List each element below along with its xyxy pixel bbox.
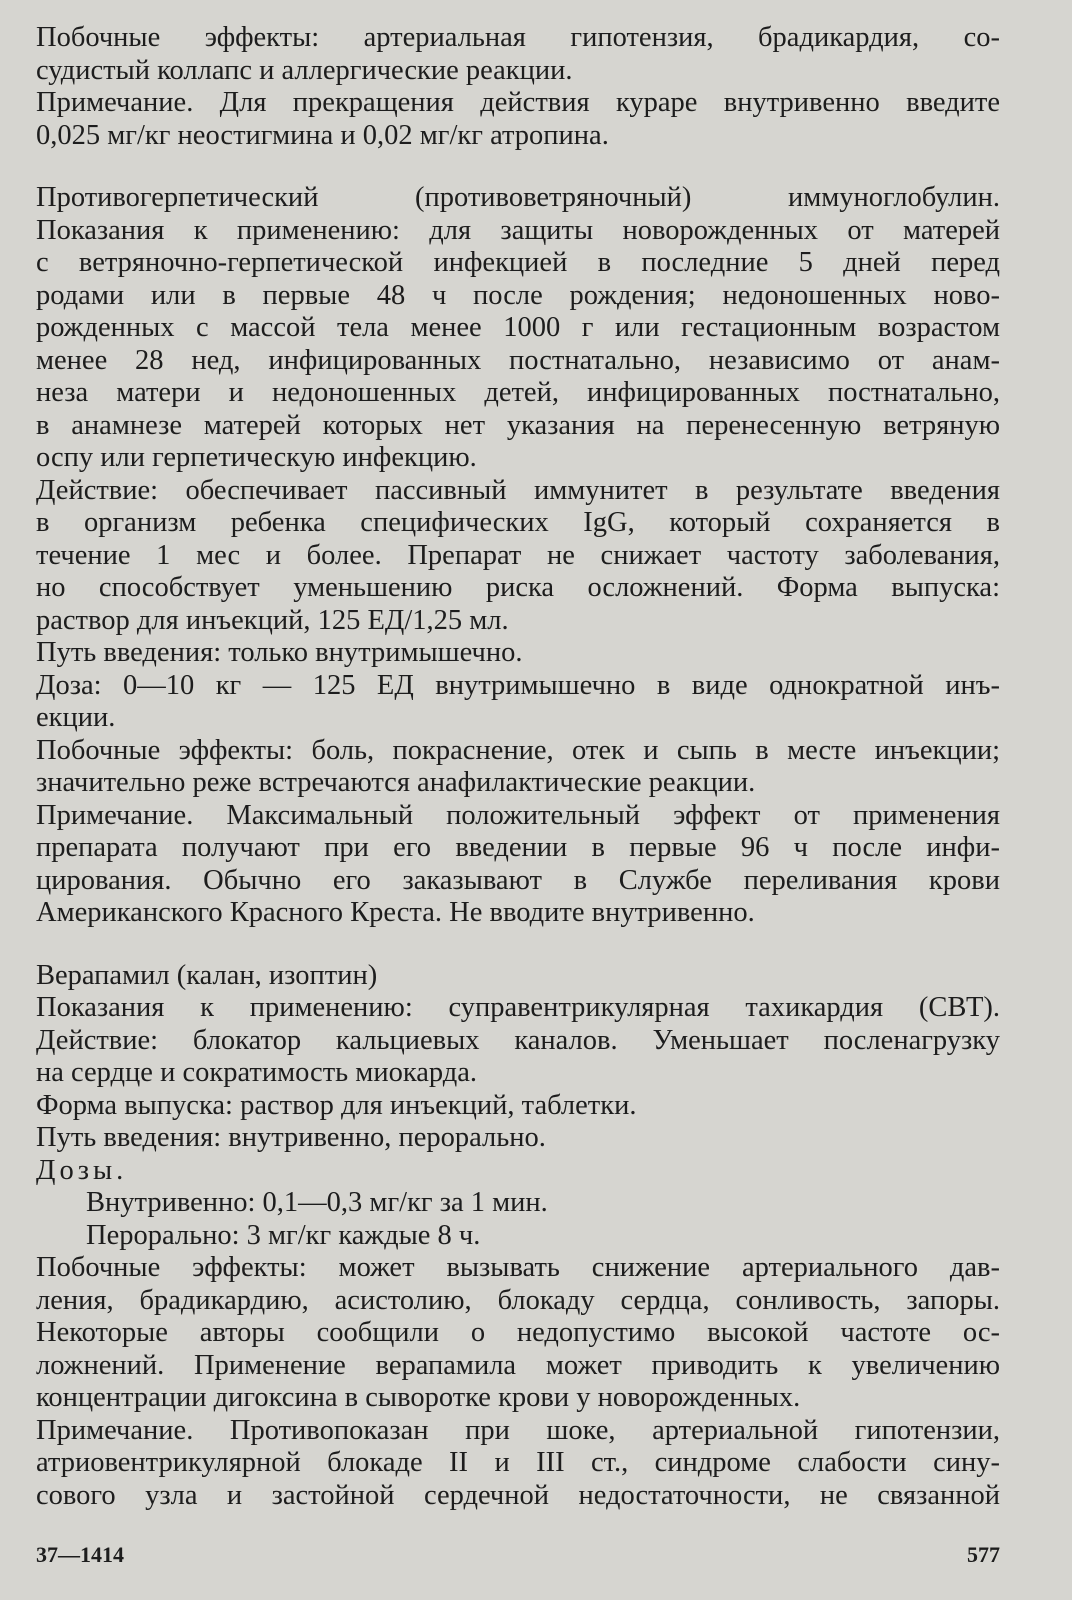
doses-heading: Дозы. bbox=[36, 1154, 128, 1186]
section-heading: Верапамил (калан, изоптин) bbox=[36, 959, 378, 991]
text-line: Примечание. Противопоказан при шоке, артериальной гипотензии, bbox=[36, 1414, 1000, 1446]
section-gap bbox=[36, 152, 1000, 182]
text-line: препарата получают при его введении в первые 96 ч после инфи- bbox=[36, 832, 1000, 863]
text-line: неза матери и недоношенных детей, инфицированных постнатально, bbox=[36, 377, 1000, 408]
text-line: с ветряночно-герпетической инфекцией в последние 5 дней перед bbox=[36, 247, 1000, 278]
text-line: но способствует уменьшению риска осложнений. Форма выпуска: bbox=[36, 572, 1000, 603]
text-line: в организм ребенка специфических IgG, который сохраняется в bbox=[36, 507, 1000, 538]
text-line: Действие: блокатор кальциевых каналов. Уменьшает посленагрузку bbox=[36, 1024, 1000, 1056]
page-number: 577 bbox=[967, 1542, 1000, 1567]
text-line: Примечание. Максимальный положительный эффект от применения bbox=[36, 799, 1000, 831]
text-line: концентрации дигоксина в сыворотке крови у новорожденных. bbox=[36, 1382, 801, 1413]
text-line: родами или в первые 48 ч после рождения; недоношенных ново- bbox=[36, 279, 1000, 311]
text-line: Побочные эффекты: артериальная гипотензия, брадикардия, со- bbox=[36, 22, 1000, 53]
text-line: раствор для инъекций, 125 ЕД/1,25 мл. bbox=[36, 604, 509, 636]
text-line: Действие: обеспечивает пассивный иммунитет в результате введения bbox=[36, 474, 1000, 506]
text-line: Форма выпуска: раствор для инъекций, таблетки. bbox=[36, 1089, 637, 1121]
text-line: Побочные эффекты: может вызывать снижение артериального дав- bbox=[36, 1252, 1000, 1283]
text-line: сового узла и застойной сердечной недостаточности, не связанной bbox=[36, 1479, 1000, 1511]
text-line: Показания к применению: суправентрикулярная тахикардия (СВТ). bbox=[36, 992, 1000, 1023]
text-line: Путь введения: только внутримышечно. bbox=[36, 637, 523, 668]
text-line: значительно реже встречаются анафилактические реакции. bbox=[36, 767, 756, 798]
text-line: оспу или герпетическую инфекцию. bbox=[36, 442, 477, 473]
text-line: на сердце и сократимость миокарда. bbox=[36, 1057, 478, 1088]
text-line: Побочные эффекты: боль, покраснение, отек и сыпь в месте инъекции; bbox=[36, 734, 1000, 766]
text-line: Путь введения: внутривенно, перорально. bbox=[36, 1122, 546, 1153]
text-line: в анамнезе матерей которых нет указания на перенесенную ветряную bbox=[36, 409, 1000, 441]
section-gap bbox=[36, 930, 1000, 960]
dose-item: Перорально: 3 мг/кг каждые 8 ч. bbox=[86, 1219, 481, 1251]
text-line: Показания к применению: для защиты новорожденных от матерей bbox=[36, 214, 1000, 246]
printer-signature: 37—1414 bbox=[36, 1542, 124, 1567]
text-line: цирования. Обычно его заказывают в Службе переливания крови bbox=[36, 864, 1000, 896]
text-line: екции. bbox=[36, 702, 116, 733]
text-line: Американского Красного Креста. Не вводите внутривенно. bbox=[36, 897, 755, 928]
text-line: 0,025 мг/кг неостигмина и 0,02 мг/кг атропина. bbox=[36, 119, 609, 151]
text-line: течение 1 мес и более. Препарат не снижает частоту заболевания, bbox=[36, 539, 1000, 571]
text-line: Примечание. Для прекращения действия кураре внутривенно введите bbox=[36, 87, 1000, 118]
text-line: Доза: 0—10 кг — 125 ЕД внутримышечно в виде однократной инъ- bbox=[36, 669, 1000, 701]
text-line: рожденных с массой тела менее 1000 г или гестационным возрастом bbox=[36, 312, 1000, 343]
section-heading: Противогерпетический (противоветряночный) иммуноглобулин. bbox=[36, 182, 1000, 213]
text-line: атриовентрикулярной блокаде II и III ст., синдроме слабости сину- bbox=[36, 1447, 1000, 1478]
text-line: судистый коллапс и аллергические реакции. bbox=[36, 54, 573, 86]
text-line: Некоторые авторы сообщили о недопустимо высокой частоте ос- bbox=[36, 1317, 1000, 1348]
text-line: ления, брадикардию, асистолию, блокаду сердца, сонливость, запоры. bbox=[36, 1284, 1000, 1316]
dose-item: Внутривенно: 0,1—0,3 мг/кг за 1 мин. bbox=[86, 1187, 548, 1218]
text-line: менее 28 нед, инфицированных постнатально, независимо от анам- bbox=[36, 344, 1000, 376]
page-body bbox=[36, 22, 1000, 1512]
text-line: ложнений. Применение верапамила может приводить к увеличению bbox=[36, 1349, 1000, 1381]
